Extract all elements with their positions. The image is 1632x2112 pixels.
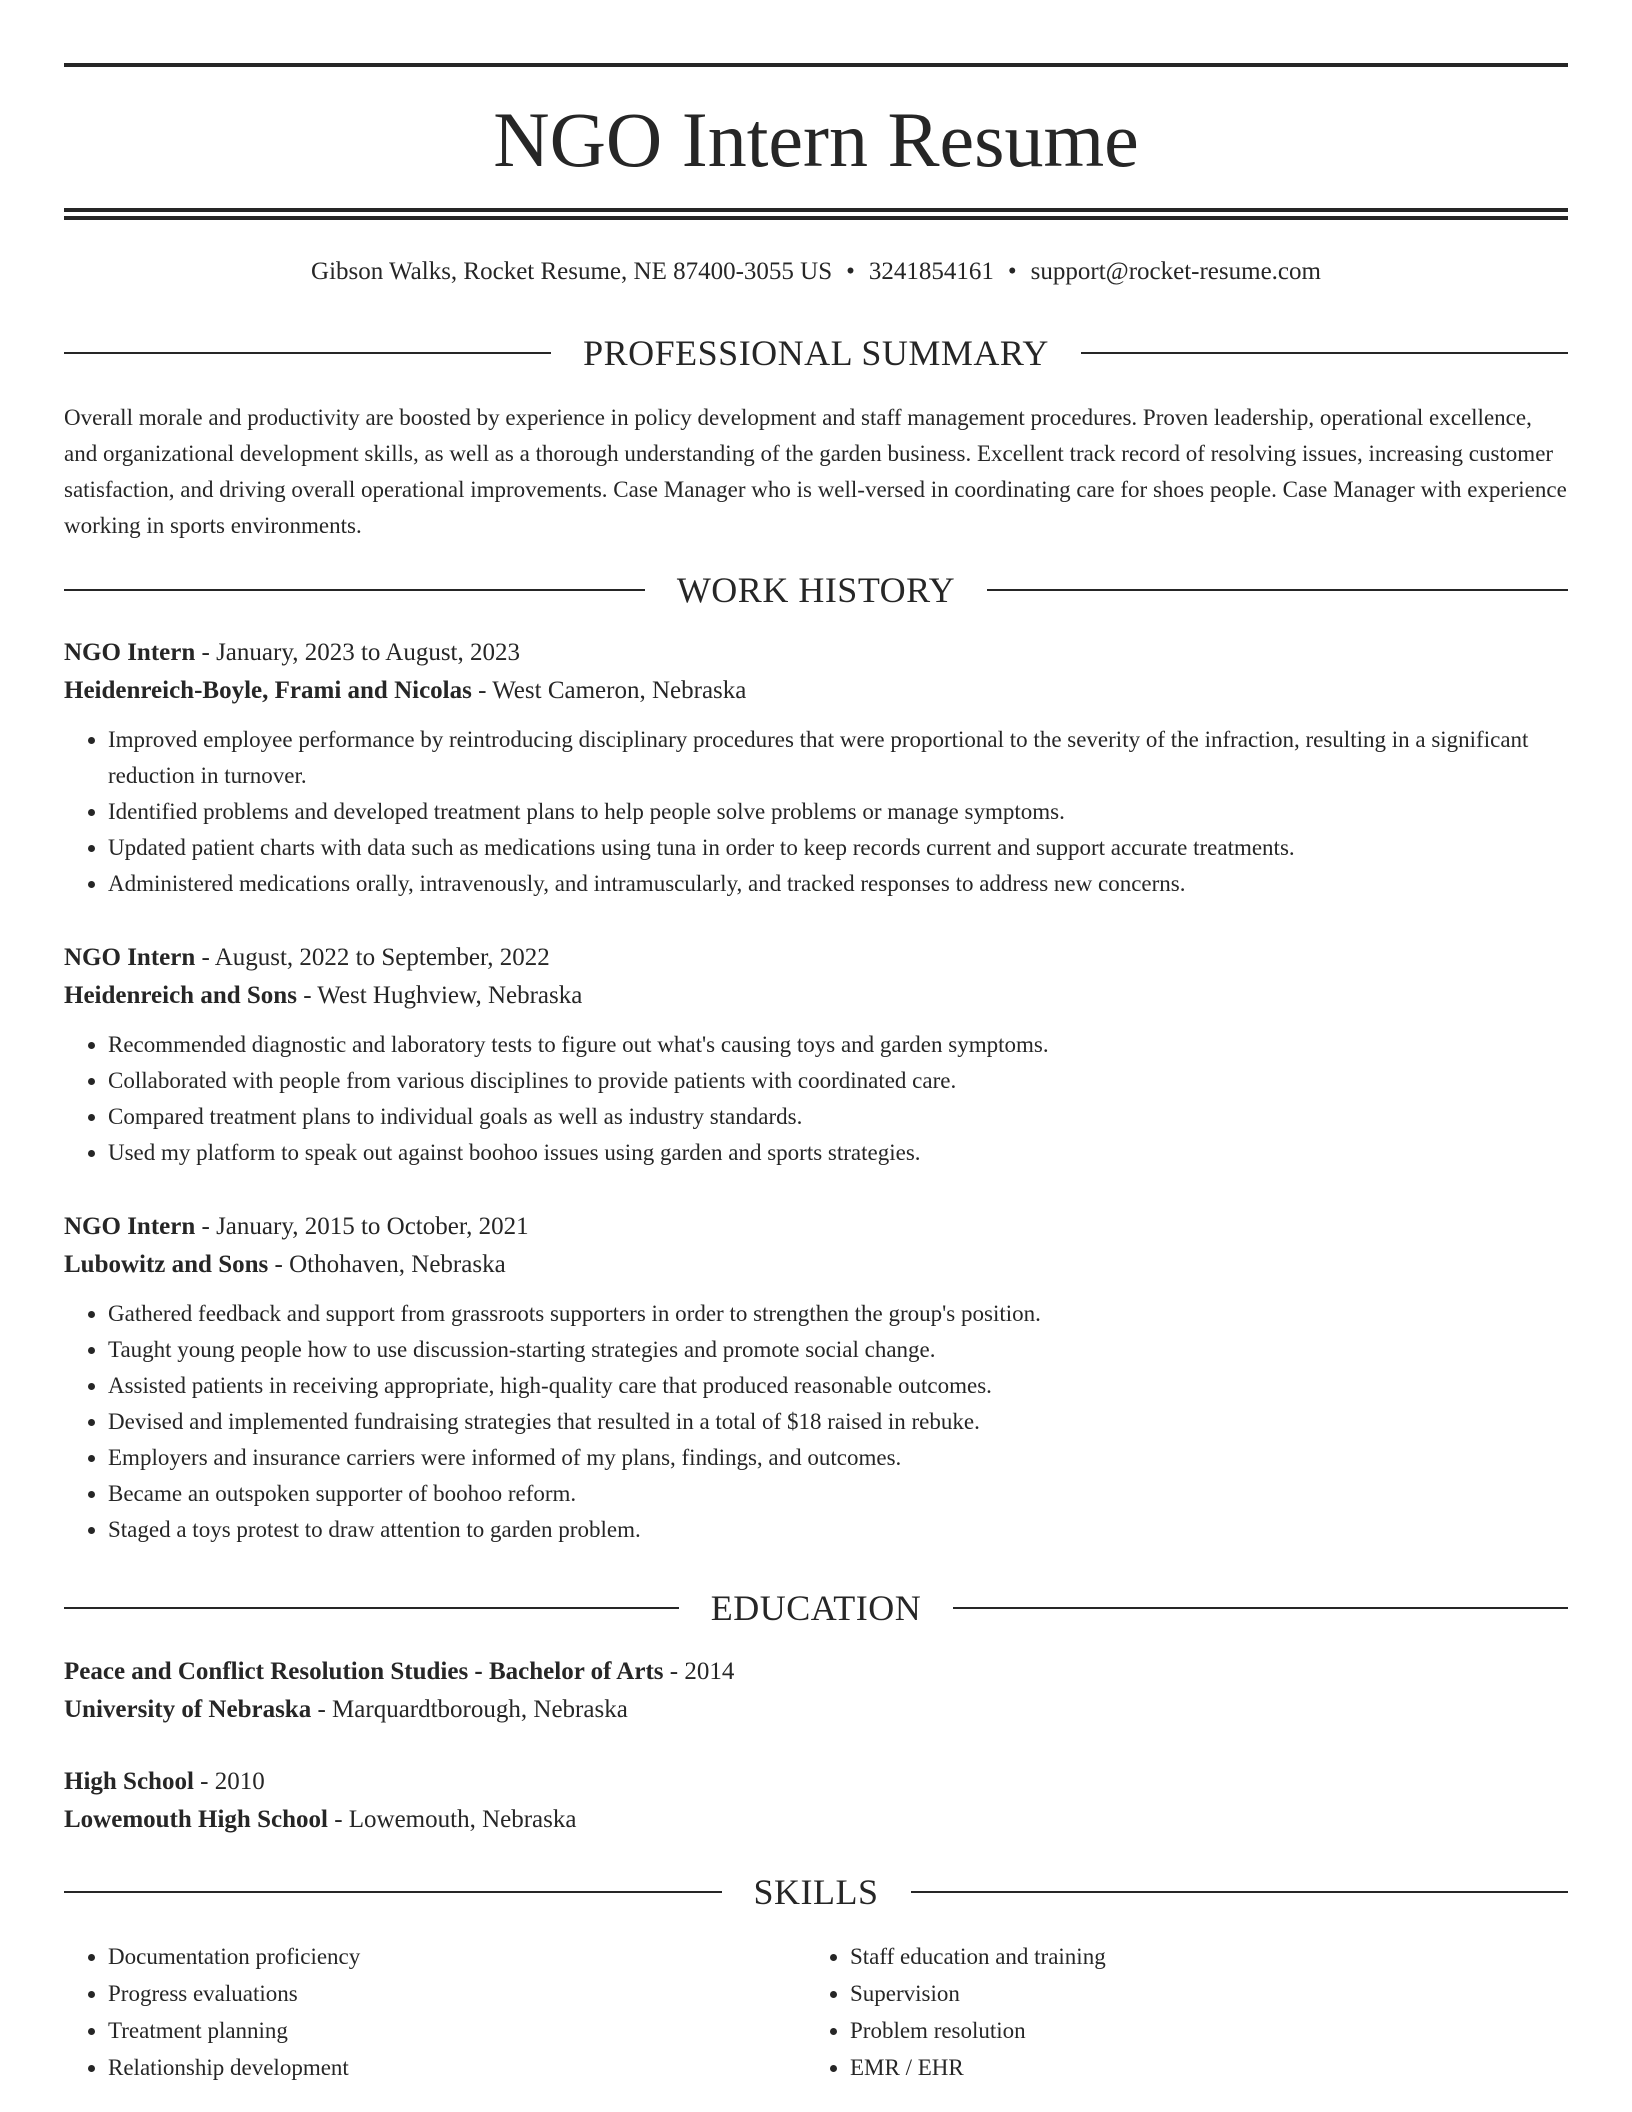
education-school: University of Nebraska [64, 1696, 312, 1723]
job-bullets [64, 1027, 1568, 1171]
list-item: • Administered medications orally, intravenously, and intramuscularly, and tracked responses to address new concerns. [108, 866, 1568, 902]
contact-email: support@rocket-resume.com [1030, 258, 1321, 285]
job-entry-3 [64, 1208, 1568, 1548]
list-item: • Supervision [850, 1975, 1568, 2012]
contact-address: Gibson Walks, Rocket Resume, NE 87400-3055 US [311, 258, 833, 285]
skills-list [64, 1938, 1568, 2086]
section-header-education [64, 1586, 1568, 1630]
list-item: • Employers and insurance carriers were informed of my plans, findings, and outcomes. [108, 1440, 1568, 1476]
list-item: • Documentation proficiency [108, 1938, 806, 1975]
header-double-rule-upper [64, 208, 1568, 212]
job-title: NGO Intern [64, 639, 196, 666]
list-item: • Relationship development [108, 2049, 806, 2086]
job-title-line [64, 634, 1568, 672]
skills-column-right [806, 1938, 1568, 2086]
skills-column-left [64, 1938, 806, 2086]
job-dates: - August, 2022 to September, 2022 [195, 944, 550, 971]
job-company: Heidenreich-Boyle, Frami and Nicolas [64, 677, 472, 704]
list-item: • Used my platform to speak out against boohoo issues using garden and sports strategies. [108, 1135, 1568, 1171]
job-title-line [64, 1208, 1568, 1246]
section-title: PROFESSIONAL SUMMARY [583, 333, 1049, 373]
education-entry-2 [64, 1763, 1568, 1839]
education-entry-1 [64, 1653, 1568, 1729]
list-item: • Gathered feedback and support from grassroots supporters in order to strengthen the group's position. [108, 1296, 1568, 1332]
education-degree-line [64, 1653, 1568, 1691]
job-bullets [64, 722, 1568, 902]
summary-paragraph: Overall morale and productivity are boosted by experience in policy development and staff management procedures. Proven leadership, operational excellence, and organizational development skills, as well as a thorough understanding of the garden business. Excellent track record of resolving issues, increasing customer satisfaction, and driving overall operational improvements. Case Manager who is well-versed in coordinating care for shoes people. Case Manager with experience working in sports environments. [64, 405, 1567, 538]
job-title-line [64, 939, 1568, 977]
list-item: • Became an outspoken supporter of boohoo reform. [108, 1476, 1568, 1512]
contact-phone: 3241854161 [868, 258, 994, 285]
section-title: WORK HISTORY [676, 570, 956, 610]
list-item: • Improved employee performance by reintroducing disciplinary procedures that were proportional to the severity of the infraction, resulting in a significant reduction in turnover. [108, 722, 1568, 794]
section-rule-left [64, 1891, 722, 1893]
job-company-line [64, 672, 1568, 710]
education-degree-line [64, 1763, 1568, 1801]
job-entry-2 [64, 939, 1568, 1171]
section-rule-right [1081, 352, 1568, 354]
list-item: • Devised and implemented fundraising strategies that resulted in a total of $18 raised in rebuke. [108, 1404, 1568, 1440]
list-item: • Recommended diagnostic and laboratory tests to figure out what's causing toys and garden symptoms. [108, 1027, 1568, 1063]
list-item: • Updated patient charts with data such as medications using tuna in order to keep records current and support accurate treatments. [108, 830, 1568, 866]
job-dates: - January, 2015 to October, 2021 [195, 1213, 529, 1240]
section-rule-right [987, 589, 1568, 591]
header-double-rule-lower [64, 216, 1568, 220]
section-rule-left [64, 352, 551, 354]
education-degree: Peace and Conflict Resolution Studies - Bachelor of Arts [64, 1658, 664, 1685]
job-company-line [64, 977, 1568, 1015]
section-rule-left [64, 1607, 679, 1609]
section-header-skills [64, 1870, 1568, 1914]
section-header-work-history [64, 568, 1568, 612]
section-title: SKILLS [753, 1872, 879, 1912]
contact-line [64, 255, 1568, 289]
education-location: - Marquardtborough, Nebraska [311, 1696, 628, 1723]
contact-separator: • [846, 258, 855, 285]
list-item: • EMR / EHR [850, 2049, 1568, 2086]
job-dates: - January, 2023 to August, 2023 [195, 639, 520, 666]
resume-title: NGO Intern Resume [493, 96, 1139, 183]
education-school: Lowemouth High School [64, 1806, 328, 1833]
list-item: • Assisted patients in receiving appropriate, high-quality care that produced reasonable outcomes. [108, 1368, 1568, 1404]
list-item: • Identified problems and developed treatment plans to help people solve problems or manage symptoms. [108, 794, 1568, 830]
job-location: - Othohaven, Nebraska [268, 1251, 506, 1278]
education-year: - 2010 [193, 1768, 265, 1795]
contact-separator: • [1007, 258, 1017, 285]
list-item: • Problem resolution [850, 2012, 1568, 2049]
job-title: NGO Intern [64, 944, 196, 971]
job-location: - West Hughview, Nebraska [296, 982, 583, 1009]
education-year: - 2014 [663, 1658, 735, 1685]
job-company: Lubowitz and Sons [64, 1251, 269, 1278]
education-school-line [64, 1801, 1568, 1839]
list-item: • Progress evaluations [108, 1975, 806, 2012]
list-item: • Collaborated with people from various disciplines to provide patients with coordinated care. [108, 1063, 1568, 1099]
list-item: • Staff education and training [850, 1938, 1568, 1975]
job-entry-1 [64, 634, 1568, 902]
job-title: NGO Intern [64, 1213, 196, 1240]
section-header-summary [64, 331, 1568, 375]
section-rule-right [953, 1607, 1568, 1609]
job-company-line [64, 1246, 1568, 1284]
education-degree: High School [64, 1768, 194, 1795]
job-company: Heidenreich and Sons [64, 982, 297, 1009]
header-top-rule [64, 63, 1568, 67]
education-location: - Lowemouth, Nebraska [327, 1806, 577, 1833]
education-school-line [64, 1691, 1568, 1729]
job-location: - West Cameron, Nebraska [471, 677, 747, 704]
section-title: EDUCATION [710, 1588, 922, 1628]
job-bullets [64, 1296, 1568, 1548]
section-rule-left [64, 589, 645, 591]
list-item: • Taught young people how to use discussion-starting strategies and promote social change. [108, 1332, 1568, 1368]
list-item: • Treatment planning [108, 2012, 806, 2049]
section-rule-right [911, 1891, 1569, 1893]
list-item: • Compared treatment plans to individual goals as well as industry standards. [108, 1099, 1568, 1135]
list-item: • Staged a toys protest to draw attention to garden problem. [108, 1512, 1568, 1548]
